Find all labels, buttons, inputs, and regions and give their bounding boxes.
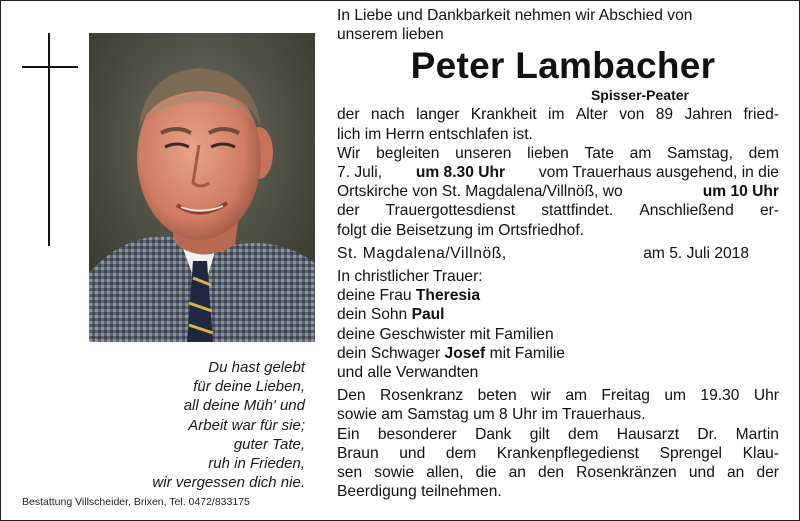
poem-line: all deine Müh' und bbox=[183, 397, 305, 415]
place-date-line bbox=[337, 244, 779, 263]
poem-line: Du hast gelebt bbox=[208, 359, 305, 376]
poem bbox=[100, 358, 305, 492]
notice-line: Ortskirche von St. Magdalena/Villnöß, wo um 10 Uhr bbox=[337, 183, 779, 201]
notice-line: lich im Herrn entschlafen ist. bbox=[337, 125, 533, 143]
mass-time: um 10 Uhr bbox=[702, 183, 779, 201]
poem-line: für deine Lieben, bbox=[193, 378, 305, 396]
thanks-line: Beerdigung teilnehmen. bbox=[337, 483, 502, 501]
thanks-line: Ein besonderer Dank gilt dem Hausarzt Dr. Martin bbox=[337, 425, 779, 443]
poem-line: wir vergessen dich nie. bbox=[152, 474, 305, 492]
rosary-line: sowie am Samstag um 8 Uhr im Trauerhaus. bbox=[337, 406, 646, 424]
mourner-line: dein Schwager Josef mit Familie bbox=[337, 344, 565, 362]
mourner-line: und alle Verwandten bbox=[337, 364, 479, 382]
poem-line: guter Tate, bbox=[233, 435, 305, 453]
notice-line: folgt die Beisetzung im Ortsfriedhof. bbox=[337, 221, 585, 239]
poem-line: ruh in Frieden, bbox=[208, 455, 305, 473]
thanks-line: Braun und dem Krankenpflegedienst Sprengel Klau- bbox=[337, 444, 779, 462]
notice-line: Wir begleiten unseren lieben Tate am Samstag, dem bbox=[337, 144, 779, 162]
poem-line: Arbeit war für sie; bbox=[188, 416, 305, 434]
mourner-line: deine Frau Theresia bbox=[337, 287, 481, 305]
deceased-nickname: Spisser-Peater bbox=[590, 87, 689, 104]
cross-icon-bar bbox=[22, 66, 78, 68]
notice-line: der nach langer Krankheit im Alter von 89 Jahren fried- bbox=[337, 106, 779, 124]
notice-line: der Trauergottesdienst stattfindet. Anschließend er- bbox=[337, 202, 779, 220]
mourners-heading: In christlicher Trauer: bbox=[337, 268, 483, 286]
intro-line: In Liebe und Dankbarkeit nehmen wir Abschied von bbox=[337, 7, 693, 24]
mourner-line: deine Geschwister mit Familien bbox=[337, 325, 554, 343]
date: am 5. Juli 2018 bbox=[643, 244, 749, 262]
place: St. Magdalena/Villnöß, bbox=[337, 244, 507, 262]
procession-time: um 8.30 Uhr bbox=[415, 164, 506, 182]
thanks-line: sen sowie allen, die an den Rosenkränzen und an der bbox=[337, 464, 779, 482]
funeral-home-footer: Bestattung Villscheider, Brixen, Tel. 0472/833175 bbox=[22, 496, 250, 508]
cross-icon bbox=[48, 33, 50, 246]
rosary-line: Den Rosenkranz beten wir am Freitag um 19.30 Uhr bbox=[337, 387, 779, 405]
notice-line: 7. Juli, um 8.30 Uhr vom Trauerhaus ausgehend, in die bbox=[337, 164, 779, 182]
notice-text bbox=[337, 6, 779, 501]
mourner-line: dein Sohn Paul bbox=[337, 306, 445, 324]
intro-line: unserem lieben bbox=[337, 26, 444, 44]
portrait-photo bbox=[89, 33, 315, 342]
deceased-name: Peter Lambacher bbox=[410, 45, 716, 87]
